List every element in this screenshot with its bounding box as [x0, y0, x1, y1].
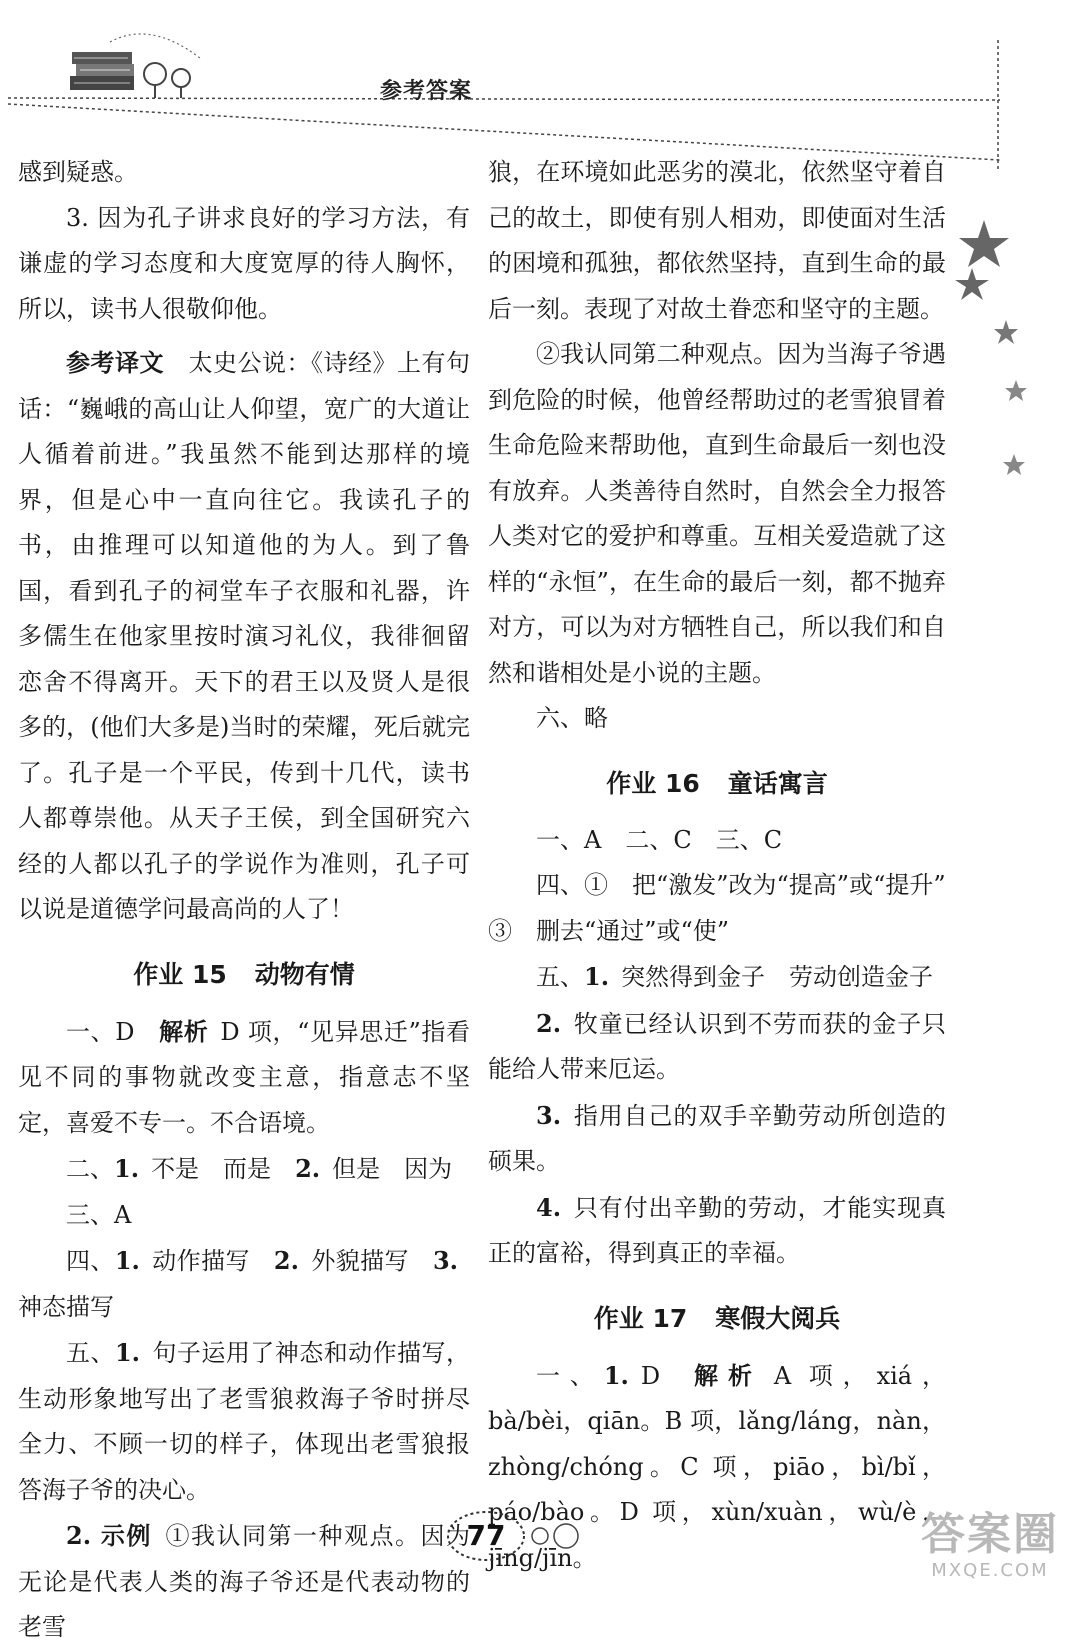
- left-column: [18, 150, 470, 1651]
- paragraph: 一、1. D 解析 A 项，xiá，bà/bèi，qiān。B 项，lǎng/láng，nàn，zhòng/chóng。C 项，piāo，bì/bǐ，páo/bào。D 项，xùn/xuàn，wù/è，jīng/jīn。: [488, 1360, 947, 1572]
- page-footer: [0, 1490, 1086, 1600]
- section-title: 童话寓言: [727, 768, 828, 798]
- analysis-label: 解析: [158, 1016, 209, 1046]
- header-decoration: [0, 0, 1086, 170]
- paragraph: 狼，在环境如此恶劣的漠北，依然坚守着自己的故土，即使有别人相劝，即使面对生活的困境和孤独，都依然坚持，直到生命的最后一刻。表现了对故土眷恋和坚守的主题。: [488, 158, 946, 323]
- paragraph: 五、1. 句子运用了神态和动作描写，生动形象地写出了老雪狼救海子爷时拼尽全力、不顾一切的样子，体现出老雪狼报答海子爷的决心。: [18, 1338, 471, 1504]
- stars-decoration: [940, 200, 1050, 490]
- paragraph: 二、1. 不是 而是 2. 但是 因为: [66, 1154, 453, 1183]
- star-icon: [955, 268, 989, 300]
- section-number: 作业 15: [133, 959, 227, 989]
- paragraph: 四、1. 动作描写 2. 外貌描写 3. 神态描写: [18, 1246, 459, 1321]
- paragraph: 2. 牧童已经认识到不劳而获的金子只能给人带来厄运。: [488, 1008, 946, 1083]
- paragraph: 一、A 二、C 三、C: [536, 825, 783, 854]
- watermark-url: MXQE.COM: [931, 1560, 1049, 1581]
- page-header: [0, 0, 1086, 170]
- page-number-decoration: [0, 1490, 700, 1580]
- paragraph: 感到疑惑。: [18, 158, 138, 186]
- watermark-text: 答案圈: [921, 1509, 1059, 1560]
- section-title: 寒假大阅兵: [715, 1303, 841, 1333]
- section-number: 作业 16: [606, 768, 700, 798]
- header-dotted-rule-top: [8, 98, 1000, 100]
- translation-paragraph: [18, 340, 470, 933]
- watermark-logo: [900, 1510, 1080, 1590]
- section-heading: [488, 1299, 946, 1339]
- analysis-label: 解析: [684, 1360, 762, 1390]
- translation-text: 太史公说：《诗经》上有句话：“巍峨的高山让人仰望，宽广的大道让人循着前进。”我虽然不能到达那样的境界，但是心中一直向往它。我读孔子的书，由推理可以知道他的为人。到了鲁国，看到孔子的祠堂车子衣服和礼器，许多儒生在他家里按时演习礼仪，我徘徊留恋舍不得离开。天下的君王以及贤人是很多的，(他们大多是)当时的荣耀，死后就完了。孔子是一个平民，传到十几代，读书人都尊崇他。从天子王侯，到全国研究六经的人都以孔子的学说作为准则，孔子可以说是道德学问最高尚的人了！: [18, 349, 470, 923]
- paragraph: 四、① 把“激发”改为“提高”或“提升”: [536, 871, 946, 899]
- paragraph: 3. 指用自己的双手辛勤劳动所创造的硕果。: [488, 1100, 946, 1175]
- page-number: 77: [466, 1518, 506, 1552]
- books-icon: [70, 52, 134, 90]
- star-icon: [994, 320, 1018, 344]
- tree-icon: [144, 63, 190, 98]
- translation-label: 参考译文: [66, 348, 164, 377]
- paragraph: ②我认同第二种观点。因为当海子爷遇到危险的时候，他曾经帮助过的老雪狼冒着生命危险来帮助他，直到生命最后一刻也没有放弃。人类善待自然时，自然会全力报答人类对它的爱护和尊重。互相关爱造就了这样的“永恒”，在生命的最后一刻，都不抛弃对方，可以为对方牺牲自己，所以我们和自然和谐相处是小说的主题。: [488, 340, 946, 687]
- paragraph: 一、D 解析 D 项，“见异思迁”指看见不同的事物就改变主意，指意志不坚定，喜爱不专一。不合语境。: [18, 1016, 471, 1137]
- paragraph: 五、1. 突然得到金子 劳动创造金子: [536, 962, 934, 991]
- paragraph: 三、A: [66, 1200, 132, 1229]
- section-title: 动物有情: [254, 959, 355, 989]
- paragraph: 2. 示例 ①我认同第一种观点。因为无论是代表人类的海子爷还是代表动物的老雪: [18, 1521, 470, 1641]
- section-number: 作业 17: [593, 1303, 688, 1333]
- section-heading: [488, 764, 946, 804]
- star-icon: [1003, 454, 1025, 475]
- section-heading: [18, 955, 470, 995]
- paragraph: 六、略: [536, 704, 608, 732]
- star-icon: [959, 220, 1009, 267]
- star-icon: [1005, 380, 1027, 401]
- paragraph: 3. 因为孔子讲求良好的学习方法，有谦虚的学习态度和大度宽厚的待人胸怀，所以，读书人很敬仰他。: [18, 203, 470, 323]
- right-column: [488, 150, 946, 1581]
- paragraph: 4. 只有付出辛勤的劳动，才能实现真正的富裕，得到真正的幸福。: [488, 1192, 946, 1267]
- header-title: 参考答案: [380, 79, 473, 104]
- paragraph: ③ 删去“通过”或“使”: [488, 916, 730, 945]
